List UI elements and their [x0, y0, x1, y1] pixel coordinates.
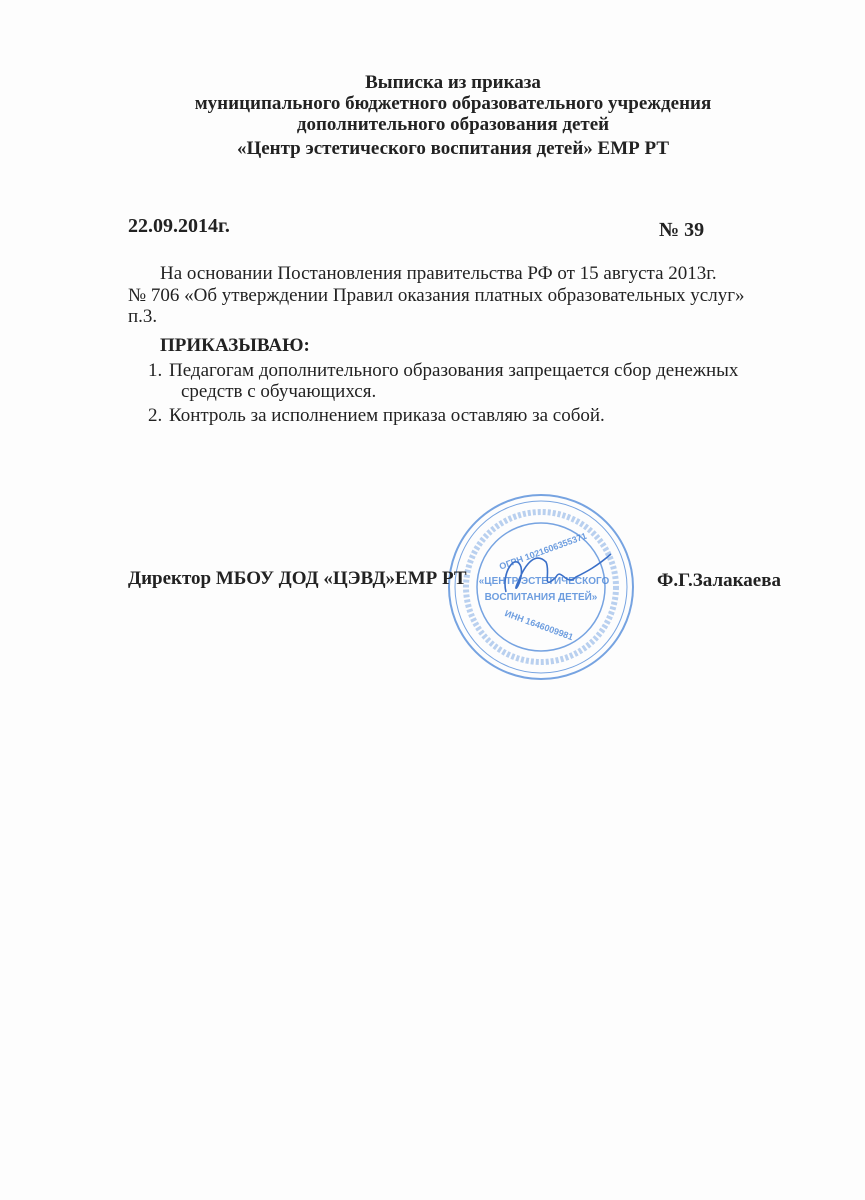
list-item: средств с обучающихся. [181, 381, 377, 402]
order-date: 22.09.2014г. [128, 215, 230, 237]
command-heading: ПРИКАЗЫВАЮ: [160, 335, 310, 356]
svg-text:«ЦЕНТР ЭСТЕТИЧЕСКОГО: «ЦЕНТР ЭСТЕТИЧЕСКОГО [478, 576, 610, 587]
header-line: «Центр эстетического воспитания детей» ЕМР РТ [236, 138, 670, 159]
preamble-line: п.3. [128, 306, 158, 327]
doc-title: Выписка из приказа [365, 72, 541, 93]
header-line: муниципального бюджетного образовательного учреждения [194, 93, 712, 114]
list-number: 1. [148, 360, 163, 381]
signatory-position: Директор МБОУ ДОД «ЦЭВД»ЕМР РТ [128, 568, 467, 589]
preamble-line: На основании Постановления правительства РФ от 15 августа 2013г. [160, 263, 717, 284]
list-item: Педагогам дополнительного образования запрещается сбор денежных [169, 360, 739, 381]
svg-text:ОГРН 1021606355371: ОГРН 1021606355371 [497, 530, 588, 572]
order-number: № 39 [659, 219, 705, 241]
svg-text:ВОСПИТАНИЯ ДЕТЕЙ»: ВОСПИТАНИЯ ДЕТЕЙ» [484, 592, 598, 603]
official-stamp [446, 492, 636, 682]
list-number: 2. [148, 405, 163, 426]
svg-text:ИНН 1646009981: ИНН 1646009981 [503, 608, 575, 643]
list-item: Контроль за исполнением приказа оставляю за собой. [169, 405, 605, 426]
signatory-name: Ф.Г.Залакаева [657, 570, 781, 591]
preamble-line: № 706 «Об утверждении Правил оказания платных образовательных услуг» [128, 285, 745, 306]
header-line: дополнительного образования детей [296, 114, 610, 135]
